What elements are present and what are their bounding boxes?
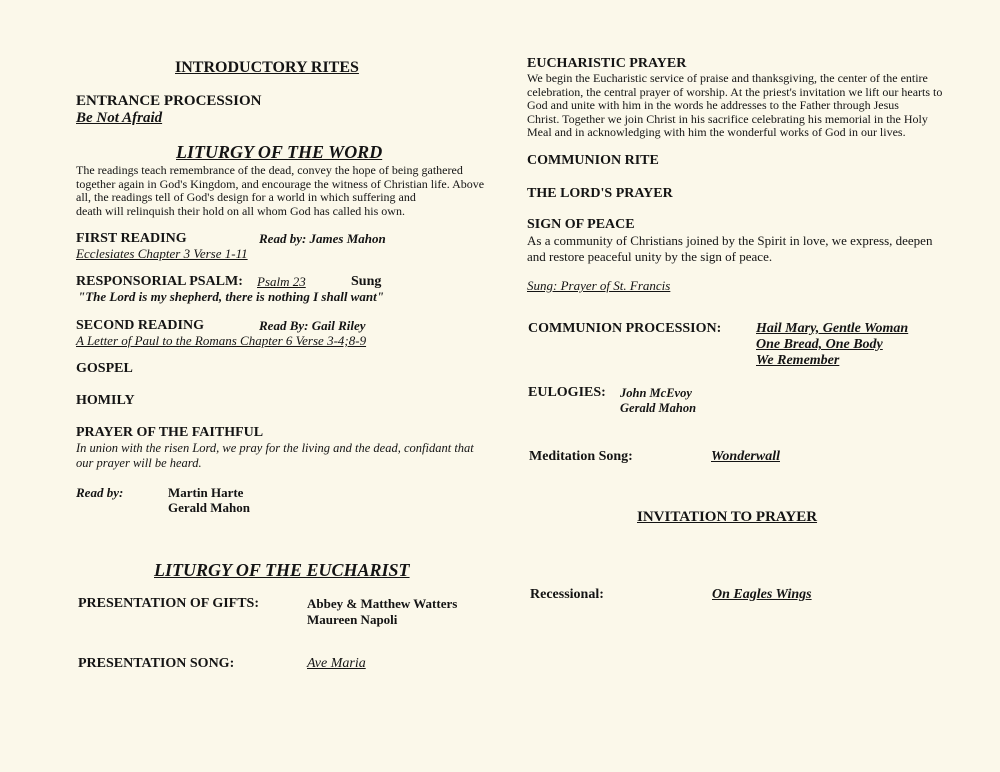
sign-of-peace-text bbox=[527, 233, 967, 264]
presentation-song-label: PRESENTATION SONG: bbox=[78, 656, 235, 671]
text-line: celebration, the central prayer of worship. At the priest's invitation we lift our hearts to bbox=[527, 84, 943, 99]
eulogist-name: John McEvoy bbox=[620, 386, 692, 400]
eucharistic-prayer-text bbox=[527, 72, 967, 140]
gifts-names bbox=[307, 596, 457, 628]
text-line: In union with the risen Lord, we pray for the living and the dead, confidant that bbox=[76, 441, 474, 455]
first-reading-reader: Read by: James Mahon bbox=[259, 231, 386, 246]
sign-of-peace-label: SIGN OF PEACE bbox=[527, 217, 635, 232]
liturgy-of-the-eucharist-heading: LITURGY OF THE EUCHARIST bbox=[154, 560, 410, 580]
text-line: together again in God's Kingdom, and encourage the witness of Christian life. Above bbox=[76, 176, 485, 191]
communion-song: One Bread, One Body bbox=[756, 337, 883, 352]
peace-song: Sung: Prayer of St. Francis bbox=[527, 278, 671, 293]
eucharistic-prayer-label: EUCHARISTIC PRAYER bbox=[527, 56, 687, 71]
second-reading-reader: Read By: Gail Riley bbox=[259, 318, 366, 333]
first-reading-label: FIRST READING bbox=[76, 231, 187, 246]
meditation-song-label: Meditation Song: bbox=[529, 449, 633, 464]
text-line: death will relinquish their hold on all whom God has called his own. bbox=[76, 203, 405, 218]
recessional-song-title: On Eagles Wings bbox=[712, 587, 812, 602]
reader-name: Gerald Mahon bbox=[168, 500, 250, 515]
text-line: and restore peaceful unity by the sign of peace. bbox=[527, 248, 773, 264]
text-line: all, the readings tell of God's design for a world in which suffering and bbox=[76, 190, 416, 204]
reader-name: Martin Harte bbox=[168, 485, 244, 500]
psalm-sung-label: Sung bbox=[351, 274, 382, 289]
second-reading-label: SECOND READING bbox=[76, 318, 204, 333]
gift-bearer-name: Maureen Napoli bbox=[307, 612, 398, 627]
eulogist-name: Gerald Mahon bbox=[620, 401, 697, 415]
communion-song: We Remember bbox=[756, 353, 840, 368]
invitation-to-prayer-heading: INVITATION TO PRAYER bbox=[637, 509, 818, 525]
text-line: As a community of Christians joined by the Spirit in love, we express, deepen bbox=[527, 233, 933, 248]
meditation-song-title: Wonderwall bbox=[711, 449, 780, 464]
communion-song: Hail Mary, Gentle Woman bbox=[756, 321, 909, 336]
eulogies-label: EULOGIES: bbox=[528, 385, 606, 400]
psalm-quote: "The Lord is my shepherd, there is nothing I shall want" bbox=[78, 289, 384, 304]
psalm-citation: Psalm 23 bbox=[257, 274, 306, 289]
text-line: God and unite with him in the words he addresses to the Father through Jesus bbox=[527, 98, 899, 112]
communion-procession-label: COMMUNION PROCESSION: bbox=[528, 321, 722, 336]
entrance-song: Be Not Afraid bbox=[76, 110, 163, 126]
communion-songs bbox=[756, 321, 908, 369]
text-line: our prayer will be heard. bbox=[76, 456, 202, 470]
text-line: Meal and in acknowledging with him the wonderful works of God in our lives. bbox=[527, 125, 906, 139]
text-line: The readings teach remembrance of the dead, convey the hope of being gathered bbox=[76, 163, 463, 177]
readers-list bbox=[168, 485, 250, 515]
recessional-label: Recessional: bbox=[530, 587, 604, 602]
entrance-procession-label: ENTRANCE PROCESSION bbox=[76, 93, 262, 109]
responsorial-psalm-label: RESPONSORIAL PSALM: bbox=[76, 274, 243, 289]
second-reading-citation: A Letter of Paul to the Romans Chapter 6 Verse 3-4;8-9 bbox=[76, 333, 367, 348]
eulogists-list bbox=[620, 386, 696, 416]
presentation-song-title: Ave Maria bbox=[307, 656, 366, 671]
text-line: Christ. Together we join Christ in his sacrifice celebrating his memorial in the Holy bbox=[527, 111, 928, 126]
gospel-label: GOSPEL bbox=[76, 361, 133, 376]
communion-rite-label: COMMUNION RITE bbox=[527, 153, 659, 168]
text-line: We begin the Eucharistic service of praise and thanksgiving, the center of the entire bbox=[527, 71, 928, 85]
liturgy-of-the-word-heading: LITURGY OF THE WORD bbox=[176, 142, 383, 162]
lords-prayer-label: THE LORD'S PRAYER bbox=[527, 186, 673, 201]
read-by-label: Read by: bbox=[76, 485, 124, 500]
prayer-of-the-faithful-label: PRAYER OF THE FAITHFUL bbox=[76, 425, 264, 440]
liturgy-word-description bbox=[76, 164, 496, 218]
presentation-of-gifts-label: PRESENTATION OF GIFTS: bbox=[78, 596, 259, 611]
introductory-rites-heading: INTRODUCTORY RITES bbox=[175, 59, 359, 76]
first-reading-citation: Ecclesiates Chapter 3 Verse 1-11 bbox=[76, 246, 248, 261]
prayer-of-the-faithful-text bbox=[76, 441, 496, 471]
homily-label: HOMILY bbox=[76, 393, 135, 408]
gift-bearer-name: Abbey & Matthew Watters bbox=[307, 596, 458, 611]
